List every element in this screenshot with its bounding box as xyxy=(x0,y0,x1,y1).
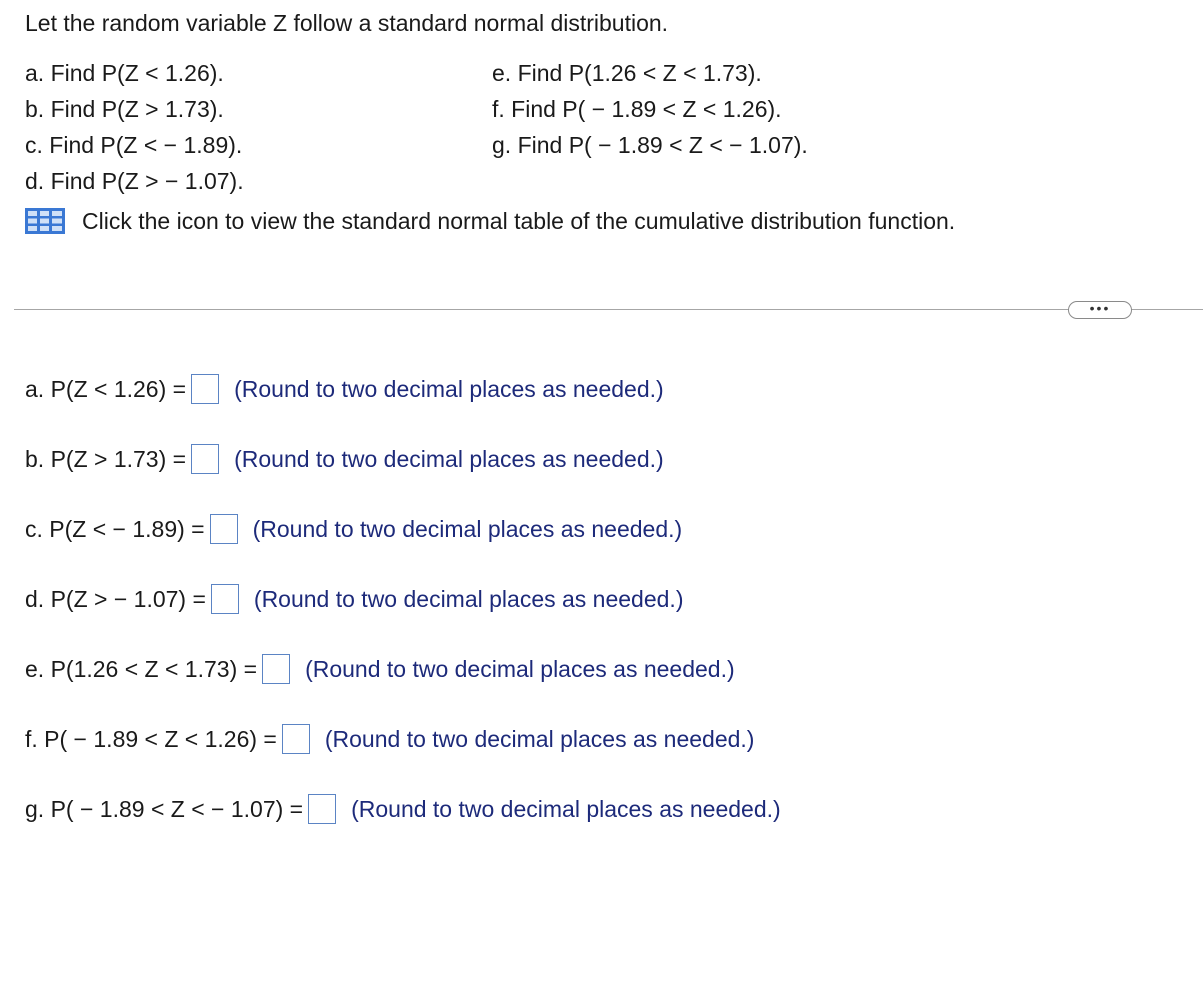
rounding-hint-a: (Round to two decimal places as needed.) xyxy=(234,376,664,402)
answer-label-b: b. P(Z > 1.73) = xyxy=(25,446,187,472)
question-parts xyxy=(25,58,1185,208)
answer-row-g xyxy=(25,791,781,827)
answer-label-e: e. P(1.26 < Z < 1.73) = xyxy=(25,656,258,682)
answer-label-c: c. P(Z < − 1.89) = xyxy=(25,516,205,542)
answer-row-a xyxy=(25,371,664,407)
answer-label-f: f. P( − 1.89 < Z < 1.26) = xyxy=(25,726,277,752)
answer-row-e xyxy=(25,651,735,687)
answer-input-c[interactable] xyxy=(210,514,238,544)
answer-row-c xyxy=(25,511,682,547)
answer-row-f xyxy=(25,721,754,757)
part-a-text: a. Find P(Z < 1.26). xyxy=(25,60,224,86)
part-b-text: b. Find P(Z > 1.73). xyxy=(25,96,224,122)
answer-input-g[interactable] xyxy=(308,794,336,824)
part-c-text: c. Find P(Z < − 1.89). xyxy=(25,132,243,158)
answer-label-a: a. P(Z < 1.26) = xyxy=(25,376,187,402)
rounding-hint-d: (Round to two decimal places as needed.) xyxy=(253,586,684,612)
part-g-text: g. Find P( − 1.89 < Z < − 1.07). xyxy=(492,132,808,158)
answer-row-b xyxy=(25,441,664,477)
answer-input-b[interactable] xyxy=(191,444,219,474)
answer-input-a[interactable] xyxy=(191,374,219,404)
answer-row-d xyxy=(25,581,683,617)
answer-input-f[interactable] xyxy=(282,724,310,754)
part-d-text: d. Find P(Z > − 1.07). xyxy=(25,168,244,194)
part-f-text: f. Find P( − 1.89 < Z < 1.26). xyxy=(492,96,782,122)
section-divider xyxy=(14,309,1203,310)
rounding-hint-e: (Round to two decimal places as needed.) xyxy=(305,656,735,682)
answer-label-g: g. P( − 1.89 < Z < − 1.07) = xyxy=(25,796,304,822)
ellipsis-icon: ••• xyxy=(1089,300,1111,316)
normal-table-link-text[interactable]: Click the icon to view the standard normal table of the cumulative distribution function. xyxy=(82,208,956,234)
rounding-hint-c: (Round to two decimal places as needed.) xyxy=(252,516,683,542)
question-panel xyxy=(25,8,1185,234)
answer-input-e[interactable] xyxy=(262,654,290,684)
rounding-hint-b: (Round to two decimal places as needed.) xyxy=(234,446,664,472)
rounding-hint-f: (Round to two decimal places as needed.) xyxy=(324,726,755,752)
table-grid-icon[interactable] xyxy=(25,208,65,234)
rounding-hint-g: (Round to two decimal places as needed.) xyxy=(351,796,781,822)
answer-label-d: d. P(Z > − 1.07) = xyxy=(25,586,206,612)
question-intro: Let the random variable Z follow a standard normal distribution. xyxy=(25,10,669,36)
more-options-button[interactable] xyxy=(1068,301,1132,319)
answer-input-d[interactable] xyxy=(211,584,239,614)
normal-table-link[interactable] xyxy=(25,206,955,236)
part-e-text: e. Find P(1.26 < Z < 1.73). xyxy=(492,60,762,86)
